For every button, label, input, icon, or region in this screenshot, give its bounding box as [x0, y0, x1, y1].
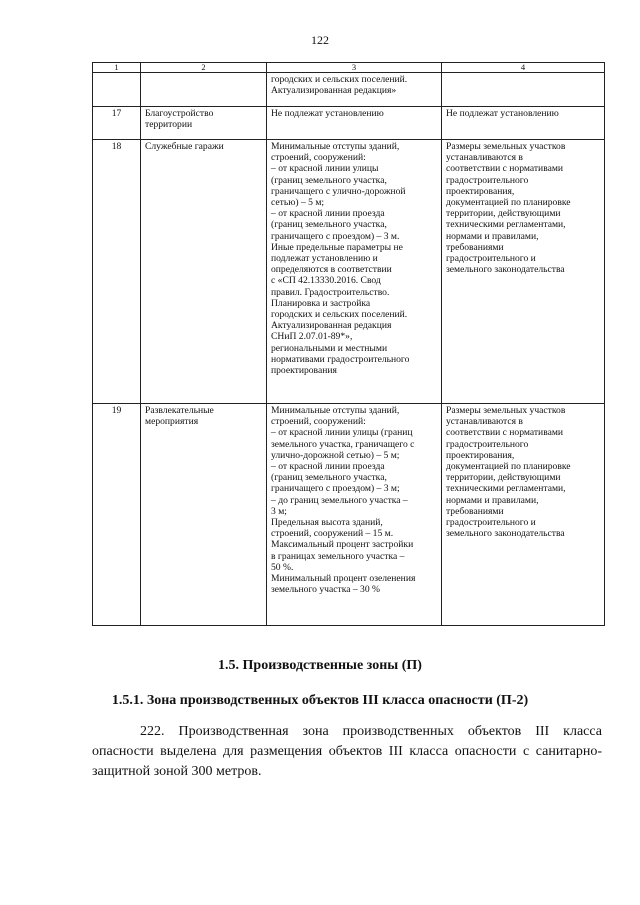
cell-name: [141, 73, 267, 107]
cell-text-line: Благоустройство: [145, 108, 214, 119]
cell-name: [141, 140, 267, 404]
cell-text-line: территории, действующими: [446, 208, 561, 220]
cell-params: [267, 73, 442, 107]
page-number: 122: [311, 33, 329, 47]
cell-text-line: земельного участка – 30 %: [271, 584, 381, 596]
cell-text-line: устанавливаются в: [446, 152, 523, 164]
cell-text-line: проектирования,: [446, 185, 515, 197]
cell-text-line: проектирования: [271, 365, 337, 377]
cell-text-line: СНиП 2.07.01-89*»,: [271, 331, 353, 343]
column-header: 1: [93, 63, 141, 73]
cell-text-line: документацией по планировке: [446, 197, 571, 209]
table-row-continuation: [93, 73, 605, 107]
column-header: 3: [267, 63, 442, 73]
regulations-table: [92, 62, 605, 626]
cell-text-line: градостроительного: [446, 174, 529, 186]
cell-text-line: строений, сооружений:: [271, 152, 366, 164]
cell-text-line: Предельная высота зданий,: [271, 517, 383, 529]
column-header: 2: [141, 63, 267, 73]
cell-text-line: территории, действующими: [446, 472, 561, 484]
cell-text-line: проектирования,: [446, 449, 515, 461]
cell-text-line: улично-дорожной сетью) – 5 м;: [271, 449, 400, 461]
cell-text-line: документацией по планировке: [446, 461, 571, 473]
cell-text-line: 50 %.: [271, 561, 294, 573]
cell-text-line: требованиями: [446, 505, 504, 517]
cell-params: [267, 404, 442, 626]
cell-text-line: подлежат установлению и: [271, 253, 378, 265]
cell-text-line: – от красной линии улицы: [271, 163, 379, 175]
cell-text-line: нормами и правилами,: [446, 230, 539, 242]
cell-num: 18: [93, 140, 141, 404]
cell-text-line: Не подлежат установлению: [446, 108, 559, 119]
cell-text-line: Иные предельные параметры не: [271, 241, 403, 253]
cell-text-line: – от красной линии проезда: [271, 461, 385, 473]
cell-text-line: (границ земельного участка,: [271, 174, 387, 186]
table-row: [93, 107, 605, 140]
cell-text-line: устанавливаются в: [446, 416, 523, 428]
table-row: [93, 140, 605, 404]
cell-sizes: [442, 404, 605, 626]
cell-text-line: нормативами градостроительного: [271, 353, 410, 365]
cell-text-line: техническими регламентами,: [446, 219, 566, 231]
cell-name: [141, 107, 267, 140]
cell-num: 19: [93, 404, 141, 626]
paragraph: 222. Производственная зона производственных объектов III класса опасности выделена для размещения объектов III класса опасности с санитарно-защитной зоной 300 метров.: [92, 724, 602, 779]
cell-name: [141, 404, 267, 626]
table-row: [93, 404, 605, 626]
cell-text-line: правил. Градостроительство.: [271, 286, 390, 298]
cell-text-line: Минимальный процент озеленения: [271, 573, 416, 585]
cell-text-line: городских и сельских поселений.: [271, 74, 408, 85]
cell-params: [267, 107, 442, 140]
cell-text-line: граничащего с улично-дорожной: [271, 185, 406, 197]
cell-text-line: соответствии с нормативами: [446, 427, 564, 439]
cell-text-line: градостроительного и: [446, 517, 536, 529]
subsection-heading: 1.5.1. Зона производственных объектов III класса опасности (П-2): [111, 693, 529, 708]
cell-text-line: граничащего с проездом) – 3 м;: [271, 483, 400, 495]
cell-text-line: – от красной линии проезда: [271, 208, 385, 220]
cell-text-line: 3 м;: [271, 505, 287, 517]
cell-text-line: Размеры земельных участков: [446, 405, 566, 416]
cell-text-line: Минимальные отступы зданий,: [271, 405, 400, 416]
cell-params: [267, 140, 442, 404]
cell-text-line: соответствии с нормативами: [446, 163, 564, 175]
cell-text-line: городских и сельских поселений.: [271, 309, 408, 321]
cell-text-line: мероприятия: [145, 416, 199, 428]
cell-text-line: техническими регламентами,: [446, 483, 566, 495]
cell-text-line: сетью) – 5 м;: [271, 197, 325, 209]
cell-text-line: Актуализированная редакция»: [271, 85, 397, 97]
cell-text-line: земельного законодательства: [446, 264, 565, 276]
cell-text-line: Минимальные отступы зданий,: [271, 141, 400, 152]
cell-sizes: [442, 107, 605, 140]
cell-text-line: земельного законодательства: [446, 528, 565, 540]
cell-text-line: Развлекательные: [145, 405, 214, 416]
section-heading: 1.5. Производственные зоны (П): [218, 658, 422, 673]
cell-text-line: в границах земельного участка –: [271, 550, 405, 562]
cell-sizes: [442, 73, 605, 107]
cell-text-line: градостроительного: [446, 438, 529, 450]
cell-text-line: – до границ земельного участка –: [271, 494, 408, 506]
cell-text-line: градостроительного и: [446, 253, 536, 265]
cell-text-line: Планировка и застройка: [271, 297, 371, 309]
cell-text-line: региональными и местными: [271, 342, 388, 354]
cell-text-line: нормами и правилами,: [446, 494, 539, 506]
cell-text-line: строений, сооружений – 15 м.: [271, 528, 394, 540]
table-header-row: [93, 63, 605, 73]
cell-sizes: [442, 140, 605, 404]
cell-text-line: определяются в соответствии: [271, 264, 392, 276]
cell-text-line: с «СП 42.13330.2016. Свод: [271, 275, 381, 287]
cell-num: 17: [93, 107, 141, 140]
cell-num: [93, 73, 141, 107]
cell-text-line: строений, сооружений:: [271, 416, 366, 428]
cell-text-line: – от красной линии улицы (границ: [271, 427, 413, 439]
cell-text-line: (границ земельного участка,: [271, 472, 387, 484]
cell-text-line: (границ земельного участка,: [271, 219, 387, 231]
cell-text-line: Не подлежат установлению: [271, 108, 384, 119]
column-header: 4: [442, 63, 605, 73]
cell-text-line: Служебные гаражи: [145, 141, 224, 152]
cell-text-line: Размеры земельных участков: [446, 141, 566, 152]
cell-text-line: требованиями: [446, 241, 504, 253]
cell-text-line: Актуализированная редакция: [271, 320, 392, 332]
cell-text-line: Максимальный процент застройки: [271, 539, 414, 551]
cell-text-line: территории: [145, 119, 193, 131]
cell-text-line: граничащего с проездом) – 3 м.: [271, 230, 400, 242]
cell-text-line: земельного участка, граничащего с: [271, 438, 415, 450]
